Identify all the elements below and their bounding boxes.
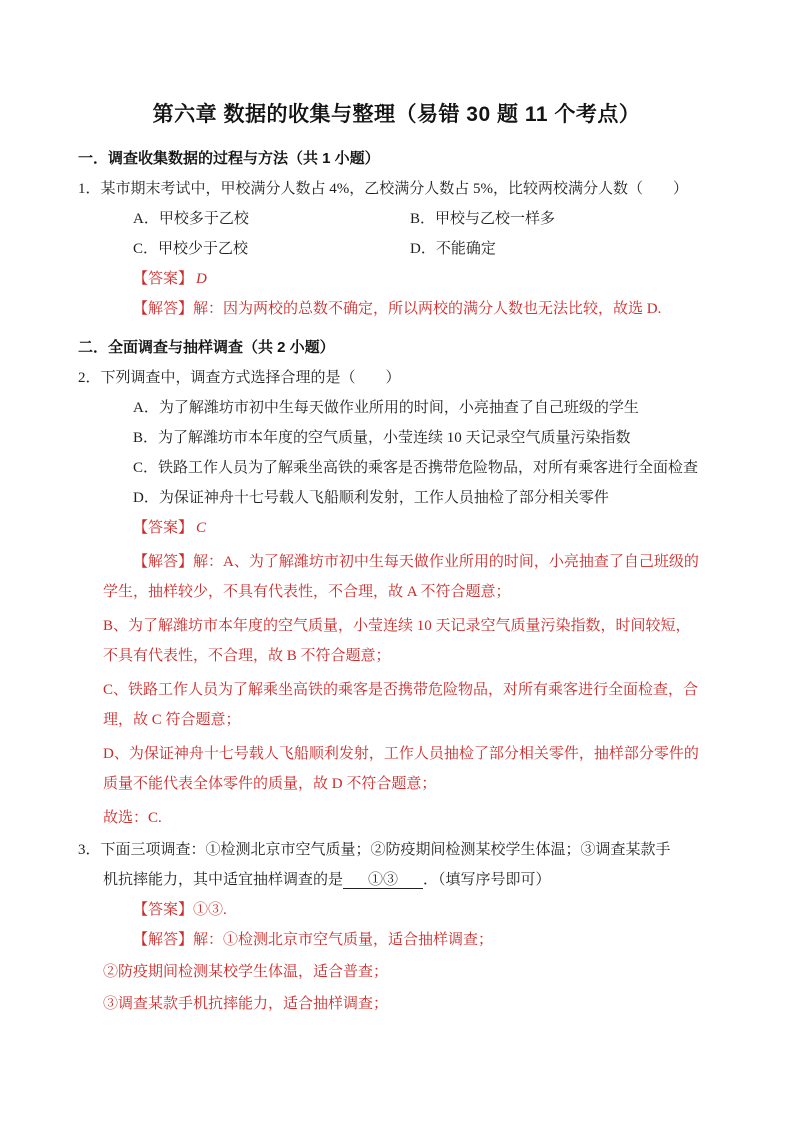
question-3-solution-text-1: 解：①检测北京市空气质量，适合抽样调查； bbox=[193, 932, 494, 948]
question-1-option-c: C．甲校少于乙校 bbox=[133, 241, 249, 257]
question-2-solution-text-1: 解：A、为了解潍坊市初中生每天做作业所用的时间，小亮抽查了自己班级的学生，抽样较少，不具有代表性，不合理，故 A 不符合题意； bbox=[103, 554, 699, 600]
section-1-heading: 一．调查收集数据的过程与方法（共 1 小题） bbox=[78, 150, 380, 167]
question-2-solution-label: 【解答】 bbox=[133, 554, 194, 570]
question-2-number: 2． bbox=[78, 370, 101, 386]
question-2-text: 下列调查中，调查方式选择合理的是（ ） bbox=[100, 370, 401, 386]
question-2-answer-label: 【答案】 bbox=[133, 520, 194, 536]
question-2-solution-paragraph-4: D、为保证神舟十七号载人飞船顺利发射，工作人员抽检了部分相关零件，抽样部分零件的质量不能代表全体零件的质量，故 D 不符合题意； bbox=[103, 746, 699, 792]
question-2-answer-value: C bbox=[196, 520, 207, 536]
question-1-options-row-2 bbox=[78, 234, 705, 264]
question-2-stem bbox=[78, 363, 705, 393]
question-1-solution-label: 【解答】 bbox=[133, 301, 194, 317]
question-2-option-c: C．铁路工作人员为了解乘坐高铁的乘客是否携带危险物品，对所有乘客进行全面检查 bbox=[133, 460, 699, 476]
question-1-stem bbox=[78, 174, 705, 204]
question-1-answer-line bbox=[78, 264, 705, 294]
question-1-number: 1． bbox=[78, 181, 101, 197]
question-3-solution-paragraph-1 bbox=[78, 925, 705, 955]
question-2-solution-paragraph-2: B、为了解潍坊市本年度的空气质量，小莹连续 10 天记录空气质量污染指数，时间较短，不具有代表性，不合理，故 B 不符合题意； bbox=[103, 618, 691, 664]
question-2-solution-conclusion: 故选：C. bbox=[103, 810, 162, 826]
question-1-text: 某市期末考试中，甲校满分人数占 4%，乙校满分人数占 5%，比较两校满分人数（ ） bbox=[100, 181, 689, 197]
question-1-solution bbox=[78, 294, 705, 324]
page-title: 第六章 数据的收集与整理（易错 30 题 11 个考点） bbox=[152, 103, 641, 126]
section-2-heading: 二．全面调查与抽样调查（共 2 小题） bbox=[78, 339, 335, 356]
question-1-answer-value: D bbox=[196, 271, 207, 287]
question-2-option-d: D．为保证神舟十七号载人飞船顺利发射，工作人员抽检了部分相关零件 bbox=[133, 490, 609, 506]
question-1-solution-text: 解：因为两校的总数不确定，所以两校的满分人数也无法比较，故选 D. bbox=[193, 301, 662, 317]
question-3-number: 3． bbox=[78, 842, 101, 858]
question-3-solution-paragraph-2: ②防疫期间检测某校学生体温，适合普查； bbox=[103, 964, 389, 980]
question-3-text-post: ．（填写序号即可） bbox=[423, 872, 551, 888]
question-3-solution-paragraph-3: ③调查某款手机抗摔能力，适合抽样调查； bbox=[103, 996, 389, 1012]
question-3-answer-label: 【答案】 bbox=[133, 902, 194, 918]
question-2-solution-paragraph-3: C、铁路工作人员为了解乘坐高铁的乘客是否携带危险物品，对所有乘客进行全面检查，合理，故 C 符合题意； bbox=[103, 682, 699, 728]
question-2-option-b: B．为了解潍坊市本年度的空气质量，小莹连续 10 天记录空气质量污染指数 bbox=[133, 430, 631, 446]
question-1-option-a: A．甲校多于乙校 bbox=[133, 211, 249, 227]
question-1-answer-label: 【答案】 bbox=[133, 271, 194, 287]
question-3-answer-line bbox=[78, 895, 705, 925]
question-2-solution-paragraph-1 bbox=[78, 547, 705, 607]
question-3-solution-label: 【解答】 bbox=[133, 932, 194, 948]
question-3-blank-value: ①③ bbox=[353, 872, 414, 888]
question-3-text-pre: 下面三项调查：①检测北京市空气质量；②防疫期间检测某校学生体温；③调查某款手机抗摔能力，其中适宜抽样调查的是 bbox=[100, 842, 671, 888]
answer-blank-underline bbox=[343, 872, 423, 889]
question-1-options-row-1 bbox=[78, 204, 705, 234]
question-2-option-a: A．为了解潍坊市初中生每天做作业所用的时间，小亮抽查了自己班级的学生 bbox=[133, 400, 639, 416]
question-3-answer-value: ①③. bbox=[193, 902, 227, 918]
question-2-answer-line bbox=[78, 513, 705, 543]
question-3-stem bbox=[78, 835, 705, 895]
question-1-option-d: D．不能确定 bbox=[410, 241, 496, 257]
question-1-option-b: B．甲校与乙校一样多 bbox=[410, 211, 556, 227]
